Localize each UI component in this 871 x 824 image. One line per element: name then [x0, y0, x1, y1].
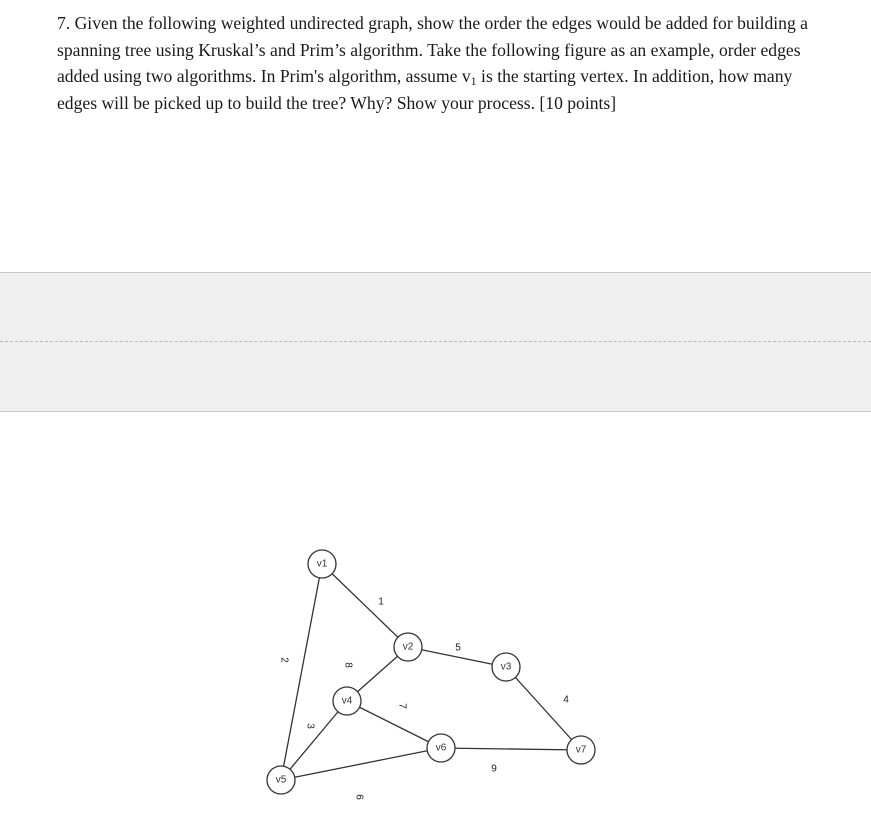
edge-weight-v4-v5: 3 — [304, 723, 316, 729]
edge-weight-v2-v3: 5 — [455, 642, 461, 654]
node-v3 — [492, 653, 520, 681]
edge-weight-v2-v4: 8 — [342, 662, 354, 668]
node-label-v7: v7 — [575, 744, 587, 756]
answer-area[interactable] — [0, 272, 871, 412]
edge-v6-v7 — [441, 748, 581, 750]
node-v7 — [567, 736, 595, 764]
edge-v3-v7 — [506, 667, 581, 750]
node-v4 — [333, 687, 361, 715]
node-label-v5: v5 — [275, 774, 287, 786]
edge-weight-v4-v6: 7 — [396, 703, 408, 709]
graph-figure — [0, 540, 871, 824]
graph-svg — [0, 540, 871, 824]
question-text — [57, 10, 817, 116]
node-v5 — [267, 766, 295, 794]
edge-v5-v6 — [281, 748, 441, 780]
edge-weight-v1-v2: 1 — [378, 596, 384, 608]
edge-weight-v1-v5: 2 — [278, 657, 290, 663]
weights-layer — [279, 597, 570, 801]
question-text-part1: 7. Given the following weighted undirected graph, show the order the edges would be added for building a spanning tree using Kruskal’s and Prim’s algorithm. Take the following figure as an example, order edges added using two algorithms. In Prim's algorithm, assume v — [57, 13, 808, 86]
node-v2 — [394, 633, 422, 661]
node-v6 — [427, 734, 455, 762]
node-label-v2: v2 — [402, 641, 414, 653]
nodes-layer — [267, 550, 595, 794]
node-label-v3: v3 — [500, 661, 512, 673]
node-v1 — [308, 550, 336, 578]
starting-vertex-subscript: 1 — [470, 74, 477, 88]
node-label-v6: v6 — [435, 742, 447, 754]
edge-v1-v5 — [278, 564, 322, 780]
node-label-v1: v1 — [316, 558, 328, 570]
edge-weight-v3-v7: 4 — [563, 694, 569, 706]
node-label-v4: v4 — [341, 695, 353, 707]
edge-v1-v2 — [322, 564, 408, 647]
edge-weight-v6-v7: 9 — [491, 763, 497, 775]
edge-weight-v5-v6: 6 — [353, 794, 365, 800]
answer-divider — [0, 341, 871, 342]
question-text-part2: is the starting vertex. In addition, how many edges will be picked up to build the tree? Why? Show your process. [10 points] — [57, 66, 793, 113]
edge-v4-v6 — [347, 701, 441, 748]
